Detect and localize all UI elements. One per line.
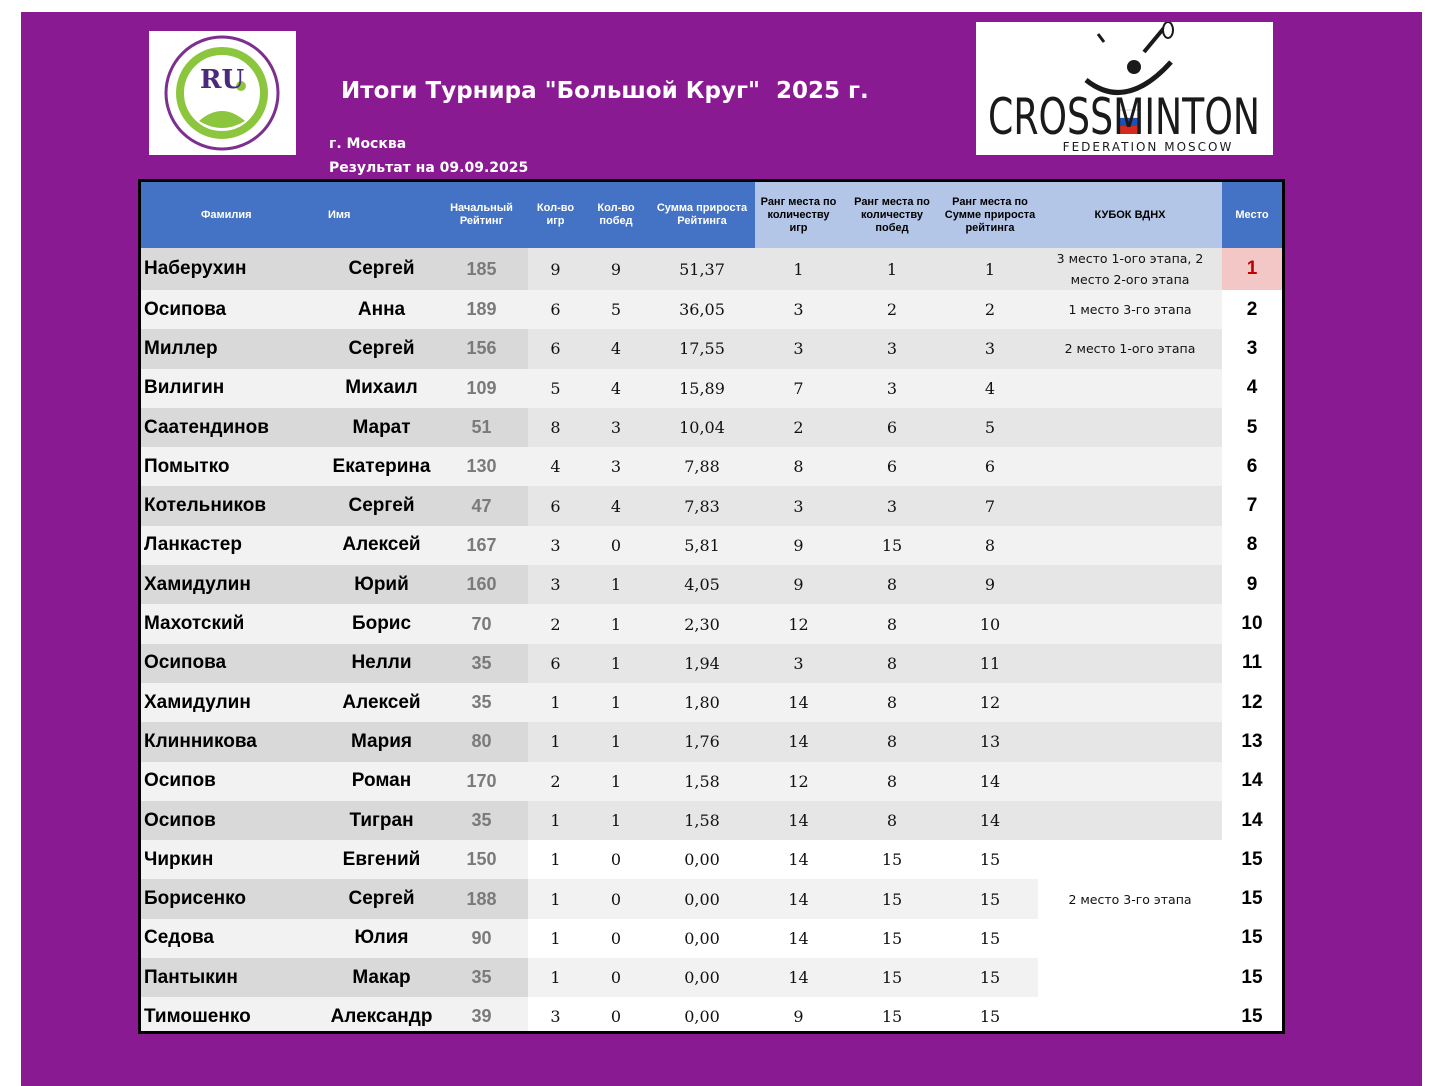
table-row: [141, 722, 1282, 761]
cell-cup: [1038, 840, 1222, 879]
cell-place: 2: [1222, 290, 1282, 329]
cell-place: 4: [1222, 369, 1282, 408]
results-table: [141, 182, 1282, 1034]
cell-rank-games: 3: [755, 290, 842, 329]
cell-wins: 0: [583, 958, 649, 997]
table-row: [141, 329, 1282, 368]
cell-name: Евгений: [328, 840, 435, 879]
cell-surname: Хамидулин: [141, 683, 328, 722]
cell-name: Макар: [328, 958, 435, 997]
cell-surname: Наберухин: [141, 248, 328, 290]
cell-surname: Клинникова: [141, 722, 328, 761]
cell-surname: Махотский: [141, 604, 328, 643]
cell-surname: Осипова: [141, 290, 328, 329]
cell-sum: 2,30: [649, 604, 755, 643]
cell-name: Анна: [328, 290, 435, 329]
cell-wins: 4: [583, 329, 649, 368]
cell-rank-games: 14: [755, 919, 842, 958]
cell-rating: 160: [435, 565, 528, 604]
cell-rating: 35: [435, 683, 528, 722]
cell-cup: [1038, 408, 1222, 447]
cell-wins: 1: [583, 683, 649, 722]
cell-sum: 5,81: [649, 526, 755, 565]
cell-rank-sum: 15: [942, 919, 1038, 958]
cell-rank-wins: 3: [842, 329, 942, 368]
cell-place: 5: [1222, 408, 1282, 447]
result-date: Результат на 09.09.2025: [329, 160, 529, 176]
cell-wins: 0: [583, 879, 649, 918]
cell-surname: Саатендинов: [141, 408, 328, 447]
cell-rank-games: 14: [755, 683, 842, 722]
cell-games: 3: [528, 565, 583, 604]
cell-name: Юрий: [328, 565, 435, 604]
cell-rating: 51: [435, 408, 528, 447]
cell-sum: 0,00: [649, 997, 755, 1034]
cell-place: 12: [1222, 683, 1282, 722]
cell-wins: 3: [583, 408, 649, 447]
cell-surname: Котельников: [141, 486, 328, 525]
cell-rank-wins: 8: [842, 801, 942, 840]
cell-surname: Тимошенко: [141, 997, 328, 1034]
cell-rank-wins: 15: [842, 958, 942, 997]
cell-games: 1: [528, 958, 583, 997]
cell-place: 14: [1222, 762, 1282, 801]
col-rating: Начальный Рейтинг: [435, 182, 528, 248]
cell-place: 11: [1222, 644, 1282, 683]
cell-wins: 1: [583, 801, 649, 840]
cell-rank-wins: 15: [842, 879, 942, 918]
cell-place: 6: [1222, 447, 1282, 486]
cell-rank-sum: 14: [942, 801, 1038, 840]
col-name: Имя: [328, 182, 435, 248]
table-row: [141, 644, 1282, 683]
cell-wins: 1: [583, 565, 649, 604]
cell-rating: 189: [435, 290, 528, 329]
cell-name: Юлия: [328, 919, 435, 958]
cell-games: 6: [528, 329, 583, 368]
table-row: [141, 919, 1282, 958]
cell-rating: 150: [435, 840, 528, 879]
federation-russia-logo: [149, 31, 296, 155]
col-rank-wins: Ранг места по количеству побед: [842, 182, 942, 248]
cell-rank-sum: 10: [942, 604, 1038, 643]
cell-sum: 1,76: [649, 722, 755, 761]
cell-sum: 51,37: [649, 248, 755, 290]
cell-rating: 35: [435, 801, 528, 840]
cell-rank-sum: 4: [942, 369, 1038, 408]
cell-rank-games: 3: [755, 329, 842, 368]
cell-name: Сергей: [328, 486, 435, 525]
cell-surname: Хамидулин: [141, 565, 328, 604]
cell-surname: Пантыкин: [141, 958, 328, 997]
cell-place: 15: [1222, 958, 1282, 997]
cell-rating: 80: [435, 722, 528, 761]
cell-rating: 70: [435, 604, 528, 643]
cell-rating: 47: [435, 486, 528, 525]
cell-surname: Осипова: [141, 644, 328, 683]
cell-games: 9: [528, 248, 583, 290]
crossminton-moscow-logo: [976, 22, 1273, 155]
cell-rank-wins: 15: [842, 840, 942, 879]
cell-wins: 0: [583, 840, 649, 879]
table-row: [141, 604, 1282, 643]
cell-surname: Миллер: [141, 329, 328, 368]
cell-rank-wins: 8: [842, 683, 942, 722]
table-row: [141, 565, 1282, 604]
cell-cup: [1038, 369, 1222, 408]
table-row: [141, 997, 1282, 1034]
cell-games: 3: [528, 526, 583, 565]
cell-sum: 1,94: [649, 644, 755, 683]
cell-surname: Седова: [141, 919, 328, 958]
cell-rank-sum: 1: [942, 248, 1038, 290]
cell-rank-games: 9: [755, 565, 842, 604]
cell-cup: [1038, 565, 1222, 604]
cell-place: 14: [1222, 801, 1282, 840]
cell-name: Сергей: [328, 329, 435, 368]
cell-rank-sum: 6: [942, 447, 1038, 486]
cell-wins: 1: [583, 722, 649, 761]
cell-cup: [1038, 447, 1222, 486]
cell-cup: [1038, 919, 1222, 958]
cell-place: 8: [1222, 526, 1282, 565]
cell-rank-games: 14: [755, 879, 842, 918]
col-surname: Фамилия: [141, 182, 328, 248]
cell-sum: 7,83: [649, 486, 755, 525]
cell-surname: Борисенко: [141, 879, 328, 918]
cell-rank-wins: 3: [842, 486, 942, 525]
cell-sum: 36,05: [649, 290, 755, 329]
cell-rank-games: 12: [755, 604, 842, 643]
cell-name: Тигран: [328, 801, 435, 840]
cell-wins: 5: [583, 290, 649, 329]
cell-rating: 167: [435, 526, 528, 565]
cell-name: Михаил: [328, 369, 435, 408]
cell-wins: 0: [583, 919, 649, 958]
cell-rank-wins: 8: [842, 762, 942, 801]
table-row: [141, 762, 1282, 801]
cell-sum: 0,00: [649, 879, 755, 918]
cell-rank-sum: 7: [942, 486, 1038, 525]
cell-surname: Помытко: [141, 447, 328, 486]
cell-surname: Осипов: [141, 801, 328, 840]
cell-name: Алексей: [328, 526, 435, 565]
table-row: [141, 290, 1282, 329]
cell-rank-sum: 3: [942, 329, 1038, 368]
cell-rating: 35: [435, 958, 528, 997]
cell-place: 9: [1222, 565, 1282, 604]
cell-place: 3: [1222, 329, 1282, 368]
cell-games: 1: [528, 840, 583, 879]
cell-rank-games: 14: [755, 801, 842, 840]
table-row: [141, 683, 1282, 722]
cell-rating: 109: [435, 369, 528, 408]
cell-wins: 0: [583, 997, 649, 1034]
col-rank-sum: Ранг места по Сумме прироста рейтинга: [942, 182, 1038, 248]
cell-games: 2: [528, 604, 583, 643]
cell-rating: 156: [435, 329, 528, 368]
cell-rank-wins: 8: [842, 565, 942, 604]
city-label: г. Москва: [329, 136, 407, 152]
cell-rank-sum: 12: [942, 683, 1038, 722]
cell-place: 7: [1222, 486, 1282, 525]
cell-wins: 1: [583, 644, 649, 683]
cell-rating: 188: [435, 879, 528, 918]
cell-surname: Ланкастер: [141, 526, 328, 565]
cell-rating: 170: [435, 762, 528, 801]
cell-rank-sum: 15: [942, 958, 1038, 997]
cell-rank-wins: 6: [842, 447, 942, 486]
cell-rank-sum: 14: [942, 762, 1038, 801]
cell-rating: 90: [435, 919, 528, 958]
cell-name: Нелли: [328, 644, 435, 683]
cell-cup: [1038, 958, 1222, 997]
cell-surname: Осипов: [141, 762, 328, 801]
federation-moscow-text: FEDERATION MOSCOW: [1062, 140, 1234, 154]
cell-games: 2: [528, 762, 583, 801]
cell-cup: 3 место 1-ого этапа, 2 место 2-ого этапа: [1038, 248, 1222, 290]
cell-wins: 1: [583, 604, 649, 643]
cell-place: 1: [1222, 248, 1282, 290]
cell-name: Борис: [328, 604, 435, 643]
cell-sum: 1,80: [649, 683, 755, 722]
cell-rating: 130: [435, 447, 528, 486]
cell-cup: 2 место 3-го этапа: [1038, 879, 1222, 918]
cell-games: 1: [528, 722, 583, 761]
cell-name: Роман: [328, 762, 435, 801]
table-row: [141, 369, 1282, 408]
cell-rating: 35: [435, 644, 528, 683]
col-sum: Сумма прироста Рейтинга: [649, 182, 755, 248]
cell-place: 15: [1222, 919, 1282, 958]
cell-place: 13: [1222, 722, 1282, 761]
cell-cup: [1038, 997, 1222, 1034]
table-row: [141, 526, 1282, 565]
cell-rank-sum: 15: [942, 997, 1038, 1034]
cell-rank-games: 9: [755, 526, 842, 565]
cell-cup: [1038, 762, 1222, 801]
results-table-container: [138, 179, 1285, 1034]
cell-name: Екатерина: [328, 447, 435, 486]
cell-rank-games: 14: [755, 722, 842, 761]
cell-rank-games: 14: [755, 840, 842, 879]
cell-rank-wins: 8: [842, 644, 942, 683]
cell-games: 6: [528, 290, 583, 329]
cell-name: Марат: [328, 408, 435, 447]
cell-rating: 39: [435, 997, 528, 1034]
cell-surname: Чиркин: [141, 840, 328, 879]
cell-rank-sum: 8: [942, 526, 1038, 565]
cell-rank-wins: 3: [842, 369, 942, 408]
cell-name: Сергей: [328, 248, 435, 290]
cell-wins: 0: [583, 526, 649, 565]
col-rank-games: Ранг места по количеству игр: [755, 182, 842, 248]
cell-rank-wins: 6: [842, 408, 942, 447]
cell-sum: 1,58: [649, 801, 755, 840]
cell-games: 8: [528, 408, 583, 447]
table-row: [141, 879, 1282, 918]
cell-games: 1: [528, 801, 583, 840]
cell-rank-sum: 15: [942, 840, 1038, 879]
cell-games: 3: [528, 997, 583, 1034]
cell-rank-games: 9: [755, 997, 842, 1034]
table-row: [141, 958, 1282, 997]
cell-wins: 3: [583, 447, 649, 486]
cell-sum: 0,00: [649, 958, 755, 997]
cell-rank-wins: 15: [842, 997, 942, 1034]
cell-cup: 2 место 1-ого этапа: [1038, 329, 1222, 368]
cell-wins: 4: [583, 369, 649, 408]
col-games: Кол-во игр: [528, 182, 583, 248]
cell-rank-games: 7: [755, 369, 842, 408]
cell-sum: 0,00: [649, 919, 755, 958]
cell-rank-games: 8: [755, 447, 842, 486]
cell-place: 15: [1222, 879, 1282, 918]
table-row: [141, 248, 1282, 290]
cell-wins: 1: [583, 762, 649, 801]
cell-rank-wins: 15: [842, 919, 942, 958]
cell-place: 15: [1222, 997, 1282, 1034]
cell-rating: 185: [435, 248, 528, 290]
table-row: [141, 447, 1282, 486]
cell-rank-sum: 13: [942, 722, 1038, 761]
cell-rank-sum: 2: [942, 290, 1038, 329]
cell-wins: 4: [583, 486, 649, 525]
cell-rank-games: 3: [755, 644, 842, 683]
cell-sum: 0,00: [649, 840, 755, 879]
table-header-row: [141, 182, 1282, 248]
cell-rank-wins: 8: [842, 722, 942, 761]
table-row: [141, 408, 1282, 447]
cell-cup: [1038, 604, 1222, 643]
cell-sum: 4,05: [649, 565, 755, 604]
crossminton-logo-text: CROSSMINTON: [988, 88, 1260, 146]
table-row: [141, 840, 1282, 879]
cell-cup: [1038, 801, 1222, 840]
page-title: Итоги Турнира "Большой Круг" 2025 г.: [341, 78, 869, 104]
ru-logo-text: RU: [199, 65, 245, 95]
col-cup: КУБОК ВДНХ: [1038, 182, 1222, 248]
cell-sum: 15,89: [649, 369, 755, 408]
cell-rank-wins: 8: [842, 604, 942, 643]
cell-place: 15: [1222, 840, 1282, 879]
cell-games: 1: [528, 683, 583, 722]
cell-games: 1: [528, 919, 583, 958]
cell-cup: [1038, 486, 1222, 525]
table-row: [141, 486, 1282, 525]
cell-sum: 1,58: [649, 762, 755, 801]
cell-sum: 7,88: [649, 447, 755, 486]
cell-rank-games: 1: [755, 248, 842, 290]
cell-rank-games: 3: [755, 486, 842, 525]
cell-games: 6: [528, 486, 583, 525]
cell-cup: [1038, 683, 1222, 722]
cell-cup: [1038, 722, 1222, 761]
cell-surname: Вилигин: [141, 369, 328, 408]
cell-rank-wins: 2: [842, 290, 942, 329]
cell-place: 10: [1222, 604, 1282, 643]
cell-games: 1: [528, 879, 583, 918]
cell-cup: 1 место 3-го этапа: [1038, 290, 1222, 329]
cell-cup: [1038, 644, 1222, 683]
cell-rank-sum: 11: [942, 644, 1038, 683]
cell-wins: 9: [583, 248, 649, 290]
cell-rank-sum: 15: [942, 879, 1038, 918]
cell-sum: 17,55: [649, 329, 755, 368]
cell-sum: 10,04: [649, 408, 755, 447]
cell-rank-sum: 9: [942, 565, 1038, 604]
col-place: Место: [1222, 182, 1282, 248]
cell-name: Александр: [328, 997, 435, 1034]
cell-rank-sum: 5: [942, 408, 1038, 447]
cell-rank-games: 2: [755, 408, 842, 447]
cell-name: Алексей: [328, 683, 435, 722]
cell-rank-games: 14: [755, 958, 842, 997]
cell-rank-games: 12: [755, 762, 842, 801]
cell-name: Сергей: [328, 879, 435, 918]
col-wins: Кол-во побед: [583, 182, 649, 248]
cell-games: 6: [528, 644, 583, 683]
cell-cup: [1038, 526, 1222, 565]
cell-games: 4: [528, 447, 583, 486]
cell-rank-wins: 1: [842, 248, 942, 290]
cell-rank-wins: 15: [842, 526, 942, 565]
cell-name: Мария: [328, 722, 435, 761]
cell-games: 5: [528, 369, 583, 408]
table-row: [141, 801, 1282, 840]
